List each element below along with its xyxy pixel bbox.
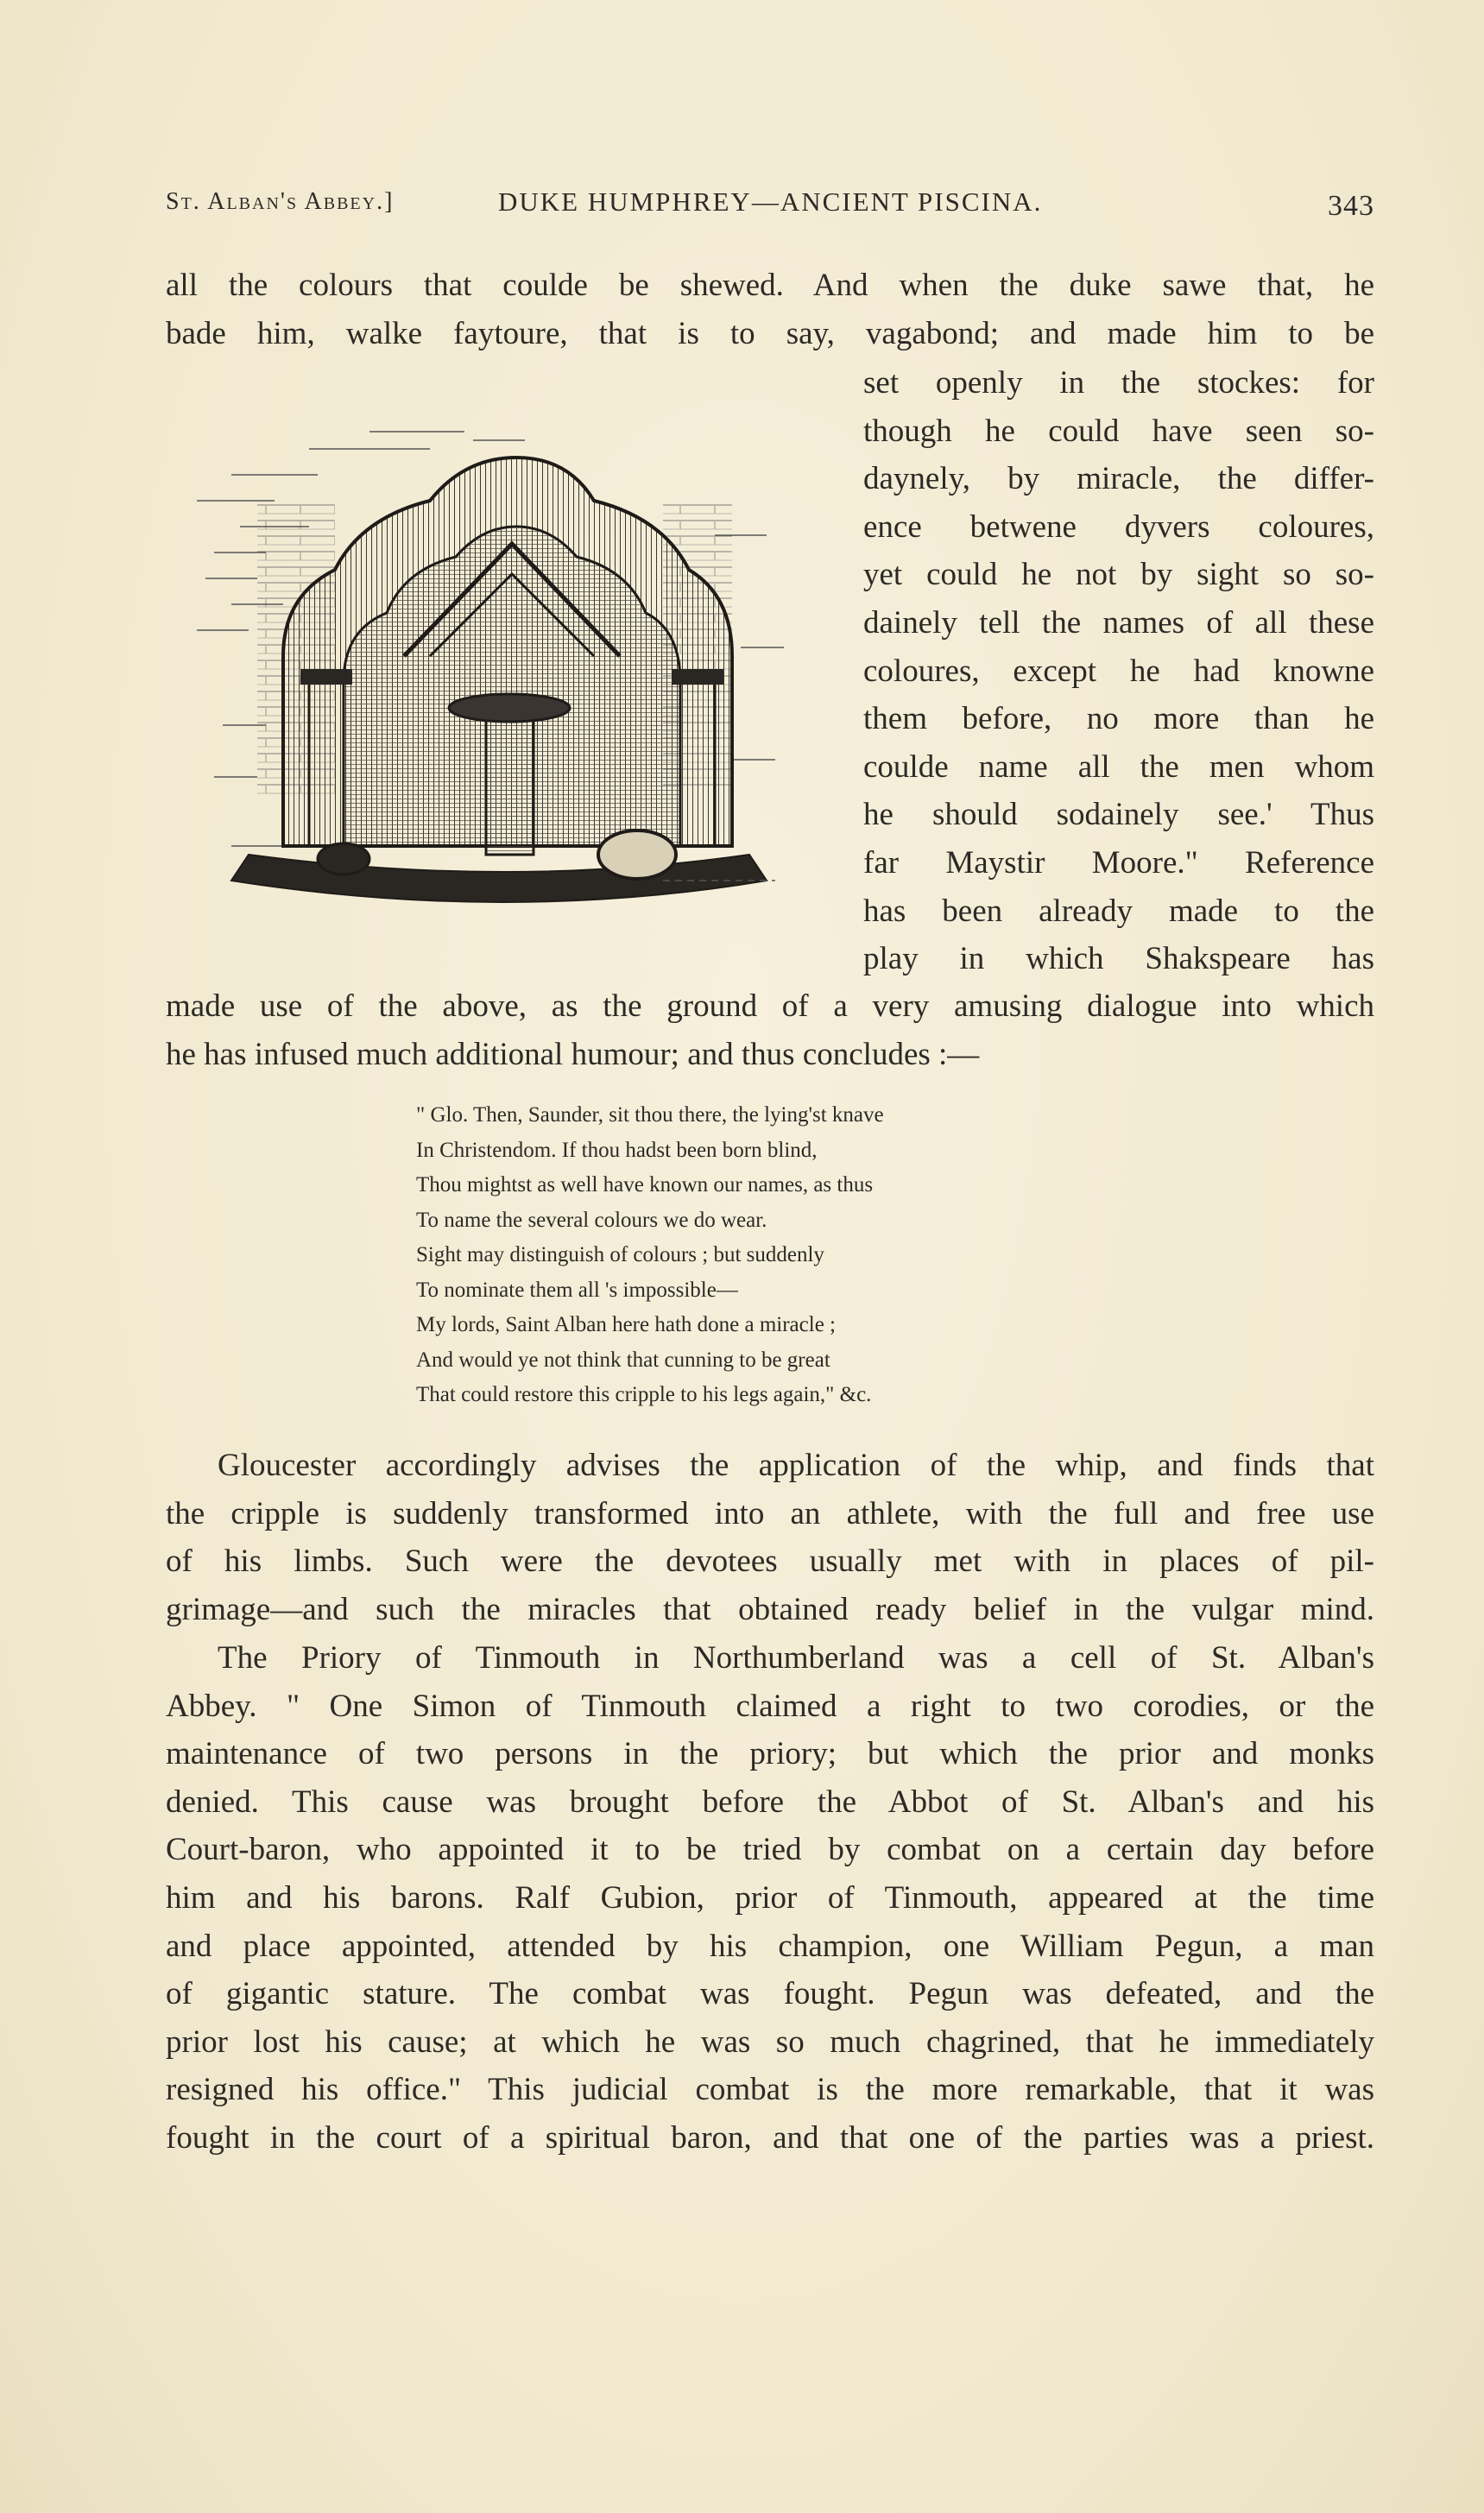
text-line: he has infused much additional humour; and thus concludes :— — [166, 1036, 980, 1072]
running-head — [166, 183, 1374, 226]
text-line: The Priory of Tinmouth in Northumberland was a cell of St. Alban's — [218, 1640, 1374, 1676]
text-line: prior lost his cause; at which he was so much chagrined, that he immediately — [166, 2024, 1374, 2060]
verse-quotation — [416, 1098, 1150, 1413]
text-line: all the colours that coulde be shewed. And when the duke sawe that, he — [166, 268, 1374, 303]
verse-line: And would ye not think that cunning to be great — [416, 1348, 830, 1372]
text-line: far Maystir Moore." Reference — [863, 844, 1374, 881]
after-figure-text — [166, 982, 1374, 1078]
text-line: Court-baron, who appointed it to be tried by combat on a certain day before — [166, 1832, 1374, 1868]
text-line: the cripple is suddenly transformed into an athlete, with the full and free use — [166, 1495, 1374, 1531]
text-line: fought in the court of a spiritual baron, and that one of the parties was a priest. — [166, 2119, 1374, 2156]
verse-line: Thou mightst as well have known our names, as thus — [416, 1173, 874, 1197]
text-line: him and his barons. Ralf Gubion, prior of Tinmouth, appeared at the time — [166, 1879, 1374, 1916]
paragraph-tinmouth — [166, 1634, 1374, 2163]
text-line: play in which Shakspeare has — [863, 941, 1374, 977]
text-line: denied. This cause was brought before the Abbot of St. Alban's and his — [166, 1784, 1374, 1820]
text-line: set openly in the stockes: for — [863, 365, 1374, 401]
text-line: ence betwene dyvers coloures, — [863, 508, 1374, 545]
text-line: coulde name all the men whom — [863, 748, 1374, 785]
text-line: resigned his office." This judicial combat is the more remarkable, that it was — [166, 2072, 1374, 2108]
running-head-title: DUKE HUMPHREY—ANCIENT PISCINA. — [498, 186, 1043, 217]
text-line: made use of the above, as the ground of a very amusing dialogue into which — [166, 988, 1374, 1024]
text-line: maintenance of two persons in the priory; but which the prior and monks — [166, 1736, 1374, 1772]
paragraph-gloucester — [166, 1442, 1374, 1633]
text-line: he should sodainely see.' Thus — [863, 797, 1374, 833]
verse-line: My lords, Saint Alban here hath done a miracle ; — [416, 1313, 836, 1336]
verse-line: To nominate them all 's impossible— — [416, 1278, 738, 1302]
text-line: coloures, except he had knowne — [863, 653, 1374, 689]
text-line: them before, no more than he — [863, 701, 1374, 737]
text-line: has been already made to the — [863, 893, 1374, 929]
text-line: bade him, walke faytoure, that is to say, vagabond; and made him to be — [166, 315, 1374, 351]
verse-line: In Christendom. If thou hadst been born blind, — [416, 1138, 818, 1162]
verse-line: That could restore this cripple to his legs again," &c. — [416, 1383, 872, 1406]
text-line: daynely, by miracle, the differ- — [863, 461, 1374, 497]
text-line: grimage—and such the miracles that obtained ready belief in the vulgar mind. — [166, 1591, 1374, 1627]
text-line: dainely tell the names of all these — [863, 604, 1374, 641]
verse-line: Sight may distinguish of colours ; but suddenly — [416, 1243, 824, 1266]
text-line: Abbey. " One Simon of Tinmouth claimed a right to two corodies, or the — [166, 1688, 1374, 1724]
text-line: Gloucester accordingly advises the application of the whip, and finds that — [218, 1448, 1374, 1483]
verse-line: " Glo. Then, Saunder, sit thou there, the lying'st knave — [416, 1103, 884, 1127]
text-line: of gigantic stature. The combat was fought. Pegun was defeated, and the — [166, 1976, 1374, 2012]
piscina-engraving — [180, 397, 844, 941]
text-line: though he could have seen so- — [863, 413, 1374, 449]
text-line: and place appointed, attended by his champion, one William Pegun, a man — [166, 1928, 1374, 1964]
text-line: of his limbs. Such were the devotees usually met with in places of pil- — [166, 1544, 1374, 1580]
page-number: 343 — [1328, 190, 1374, 222]
running-head-section: St. Alban's Abbey.] — [166, 188, 395, 215]
text-line: yet could he not by sight so so- — [863, 557, 1374, 593]
wrapped-text-column — [863, 359, 1374, 983]
verse-line: To name the several colours we do wear. — [416, 1208, 767, 1232]
intro-text — [166, 262, 1374, 357]
